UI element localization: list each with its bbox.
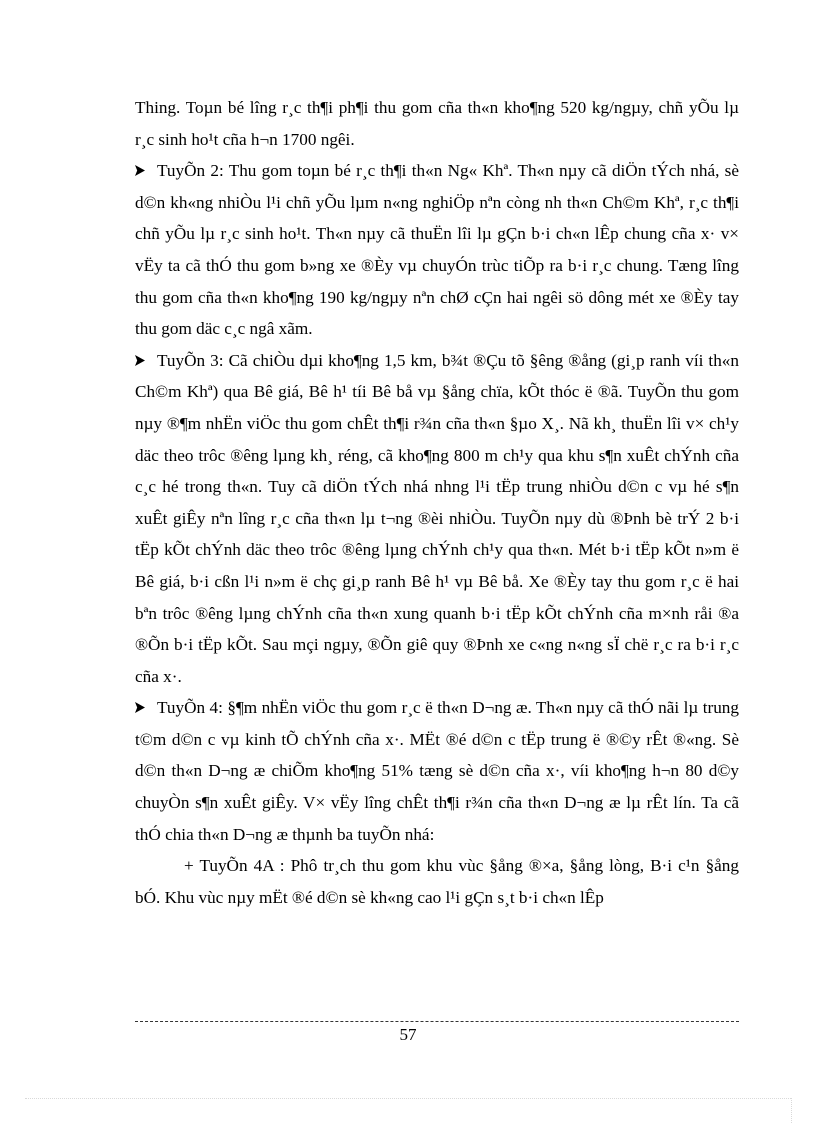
paragraph-text: TuyÕn 2: Thu gom toµn bé r¸c th¶i th«n Ng« Khª. Th«n nµy cã diÖn tÝch nhá, sè d©n kh«ng nhiÒu l¹i chñ yÕu lµm n«ng nghiÖp nªn còng nh th«n Ch©m Khª, r¸c th¶i chñ yÕu lµ r¸c sinh ho¹t. Th«n nµy cã thuËn lîi lµ gÇn b·i ch«n lÊp chung cña x· v× vËy ta cã thÓ thu gom b»ng xe ®Èy vµ chuyÓn trùc tiÕp ra b·i r¸c chung. Tæng lîng thu gom cña th«n kho¶ng 190 kg/ngµy nªn chØ cÇn hai ngêi sö dông mét xe ®Èy tay thu gom däc c¸c ngâ xãm. (135, 161, 739, 339)
body-text (135, 92, 739, 913)
arrow-bullet-icon (135, 165, 145, 176)
paragraph-continuation: Thing. Toµn bé lîng r¸c th¶i ph¶i thu gom cña th«n kho¶ng 520 kg/ngµy, chñ yÕu lµ r¸c sinh ho¹t cña h¬n 1700 ngêi. (135, 98, 739, 149)
arrow-bullet-icon (135, 355, 145, 366)
footer-divider (135, 1021, 739, 1022)
paragraph-route-4 (135, 692, 739, 850)
paragraph-route-3 (135, 345, 739, 693)
paragraph-text: TuyÕn 4: §¶m nhËn viÖc thu gom r¸c ë th«n D¬ng æ. Th«n nµy cã thÓ nãi lµ trung t©m d©n c vµ kinh tÕ chÝnh cña x·. MËt ®é d©n c tËp trung ë ®©y rÊt ®«ng. Sè d©n th«n D¬ng æ chiÕm kho¶ng 51% tæng sè d©n cña x·, víi kho¶ng h¬n 80 d©y chuyÒn s¶n xuÊt giÊy. V× vËy lîng chÊt th¶i r¾n cña th«n D¬ng æ lµ rÊt lín. Ta cã thÓ chia th«n D¬ng æ thµnh ba tuyÕn nhá: (135, 698, 739, 844)
page-number: 57 (399, 1025, 417, 1044)
paragraph-text: TuyÕn 3: Cã chiÒu dµi kho¶ng 1,5 km, b¾t ®Çu tõ §êng ®ång (gi¸p ranh víi th«n Ch©m Khª) qua Bê giá, Bê h¹ tíi Bê bå vµ §ång chïa, kÕt thóc ë ®ã. TuyÕn thu gom nµy ®¶m nhËn viÖc thu gom chÊt th¶i r¾n cña th«n §µo X¸. Nã kh¸ thuËn lîi v× ch¹y däc theo trôc ®êng lµng kh¸ réng, cã kho¶ng 800 m ch¹y qua khu s¶n xuÊt chÝnh cña c¸c hé trong th«n. Tuy cã diÖn tÝch nhá nhng l¹i tËp trung nhiÒu d©n c vµ hé s¶n xuÊt giÊy nªn lîng r¸c cña th«n lµ t¬ng ®èi nhiÒu. TuyÕn nµy dù ®Þnh bè trÝ 2 b·i tËp kÕt chÝnh däc theo trôc ®êng lµng chÝnh ch¹y qua th«n. Mét b·i tËp kÕt n»m ë Bê giá, b·i cßn l¹i n»m ë chç gi¸p ranh Bê h¹ vµ Bê bå. Xe ®Èy tay thu gom r¸c ë hai bªn trôc ®êng lµng chÝnh cña th«n xung quanh b·i tËp kÕt chÝnh cña m×nh råi ®a ®Õn b·i tËp kÕt. Sau mçi ngµy, ®Õn giê quy ®Þnh xe c«ng n«ng sÏ chë r¸c ra b·i r¸c cña x·. (135, 350, 739, 686)
page-edge-divider-vertical (791, 1098, 792, 1123)
arrow-bullet-icon (135, 702, 145, 713)
paragraph-route-4a: + TuyÕn 4A : Phô tr¸ch thu gom khu vùc §ång ®×a, §ång lòng, B·i c¹n §ång bÓ. Khu vùc nµy mËt ®é d©n sè kh«ng cao l¹i gÇn s¸t b·i ch«n lÊp (135, 856, 739, 907)
paragraph-route-2 (135, 155, 739, 345)
page-edge-divider (25, 1098, 791, 1099)
